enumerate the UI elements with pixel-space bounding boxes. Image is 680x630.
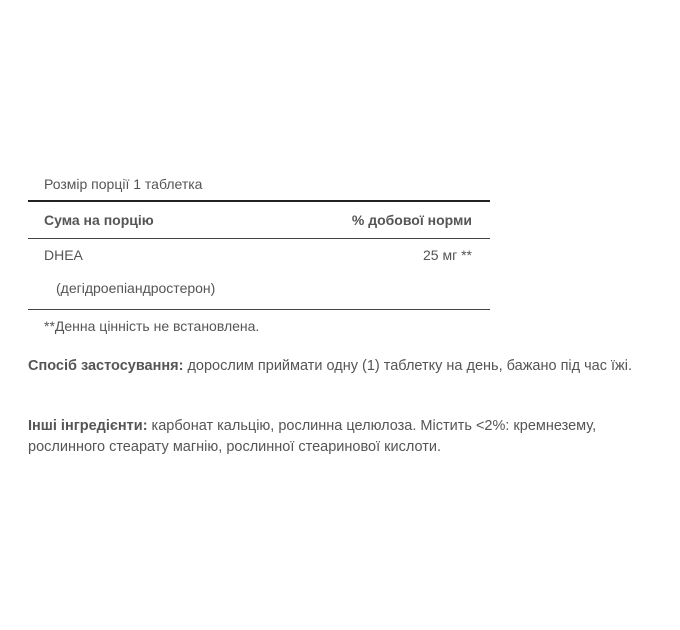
directions-paragraph: [28, 356, 658, 377]
other-ingredients-paragraph: [28, 416, 658, 458]
table-row: [28, 239, 490, 271]
nutrient-amount: 25 мг **: [423, 247, 472, 263]
nutrient-name: DHEA: [44, 247, 83, 263]
amount-per-serving-header: Сума на порцію: [44, 212, 154, 228]
directions-text: дорослим приймати одну (1) таблетку на день, бажано під час їжі.: [183, 358, 633, 374]
nutrient-sub-name: (дегідроепіандростерон): [56, 280, 216, 296]
daily-value-header: % добової норми: [351, 212, 472, 228]
other-ingredients-label: Інші інгредієнти:: [28, 418, 148, 434]
serving-size: Розмір порції 1 таблетка: [44, 176, 203, 192]
supplement-facts-table: [28, 170, 490, 336]
table-header-row: [28, 202, 490, 238]
other-ingredients-text: карбонат кальцію, рослинна целюлоза. Містить <2%: кремнезему, рослинного стеарату магнію, рослинної стеаринової кислоти.: [28, 418, 597, 455]
footnote: **Денна цінність не встановлена.: [44, 318, 260, 334]
directions-label: Спосіб застосування:: [28, 358, 184, 374]
